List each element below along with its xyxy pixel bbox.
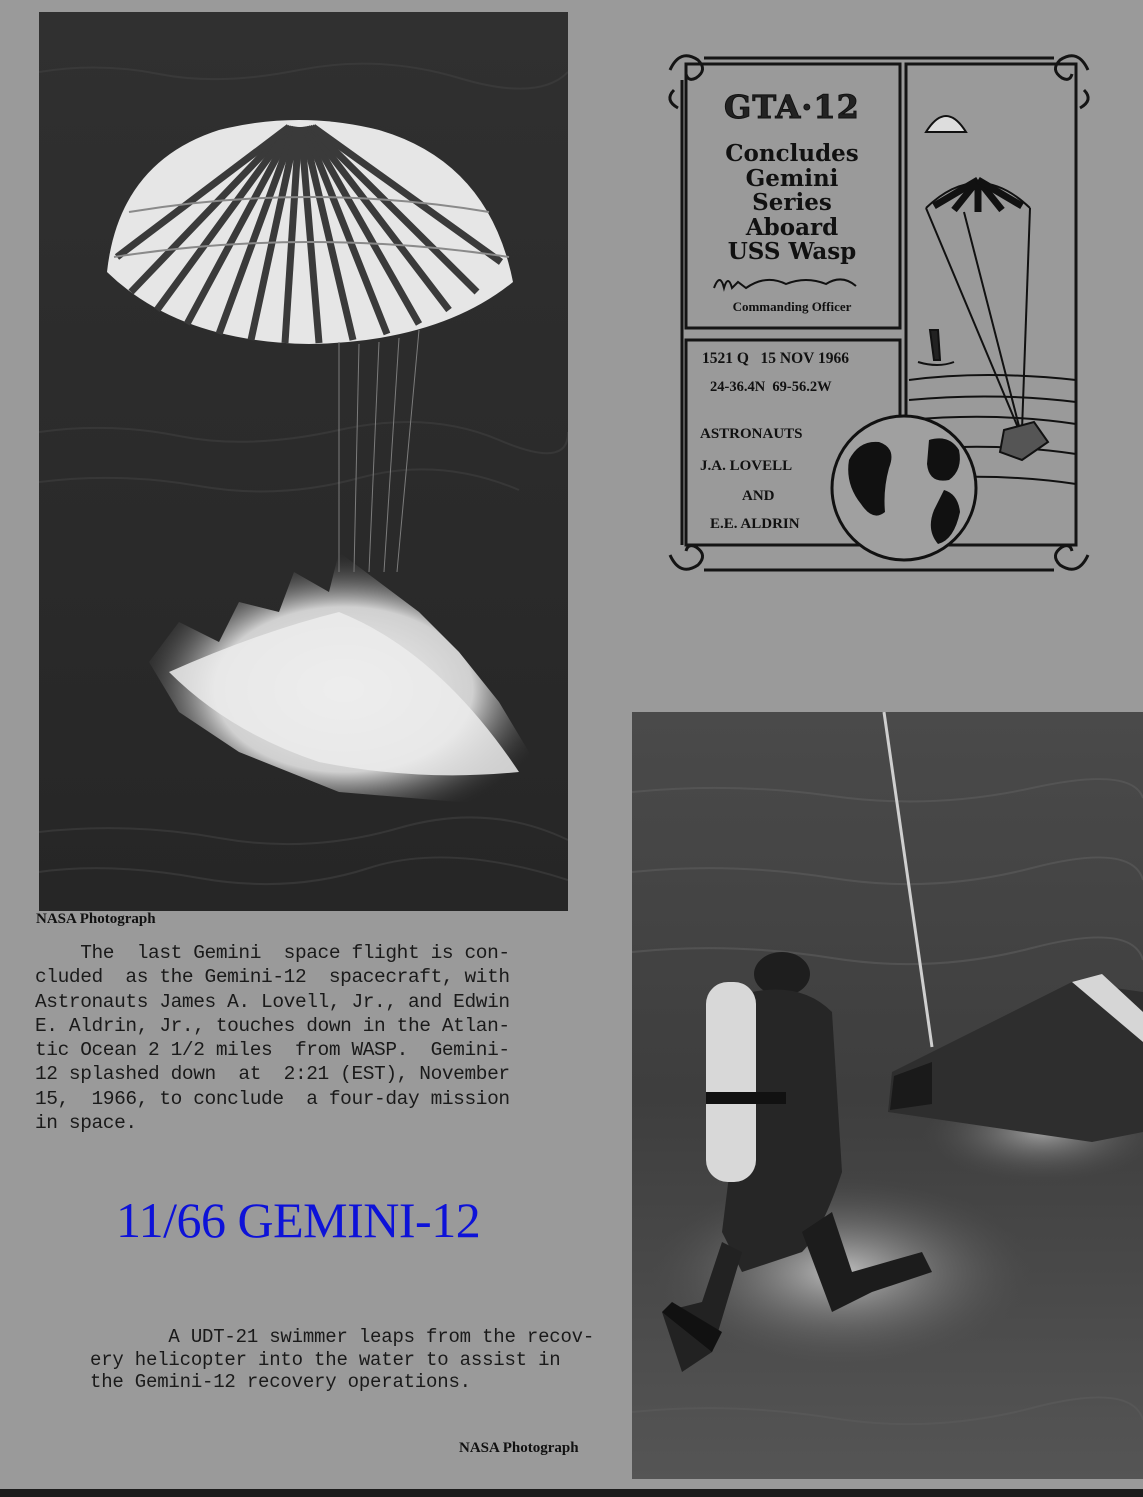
page-annotation-title: 11/66 GEMINI-12 xyxy=(116,1192,481,1248)
splashdown-photo xyxy=(39,12,568,911)
cachet-code: GTA·12 xyxy=(724,88,860,126)
cachet-coordinates: 24-36.4N 69-56.2W xyxy=(710,379,832,395)
cachet-astronaut-lovell: J.A. LOVELL xyxy=(700,458,793,474)
cachet-date-time: 1521 Q 15 NOV 1966 xyxy=(702,350,849,367)
cachet-headline: Concludes Gemini Series Aboard USS Wasp xyxy=(725,140,859,265)
cachet-and: AND xyxy=(742,488,775,504)
swimmer-caption: A UDT-21 swimmer leaps from the recov- ery helicopter into the water to assist in the Gemini-12 recovery operations. xyxy=(90,1326,595,1393)
swimmer-photo xyxy=(632,712,1143,1479)
photo-credit-2: NASA Photograph xyxy=(459,1440,579,1456)
page-bottom-edge xyxy=(0,1489,1143,1497)
cachet-astronaut-aldrin: E.E. ALDRIN xyxy=(710,516,800,532)
cachet-astronauts-label: ASTRONAUTS xyxy=(700,426,803,442)
splashdown-caption: The last Gemini space flight is con- cluded as the Gemini-12 spacecraft, with Astronauts James A. Lovell, Jr., and Edwin E. Aldrin, Jr., touches down in the Atlan- tic Ocean 2 1/2 miles from WASP. Gemini- 12 splashed down at 2:21 (EST), November 15, 1966, to conclude a four-day mission in space. xyxy=(35,942,510,1135)
photo-credit: NASA Photograph xyxy=(36,911,156,927)
globe-drawing xyxy=(832,416,976,560)
signature xyxy=(714,279,856,288)
cachet-officer-title: Commanding Officer xyxy=(732,299,852,314)
